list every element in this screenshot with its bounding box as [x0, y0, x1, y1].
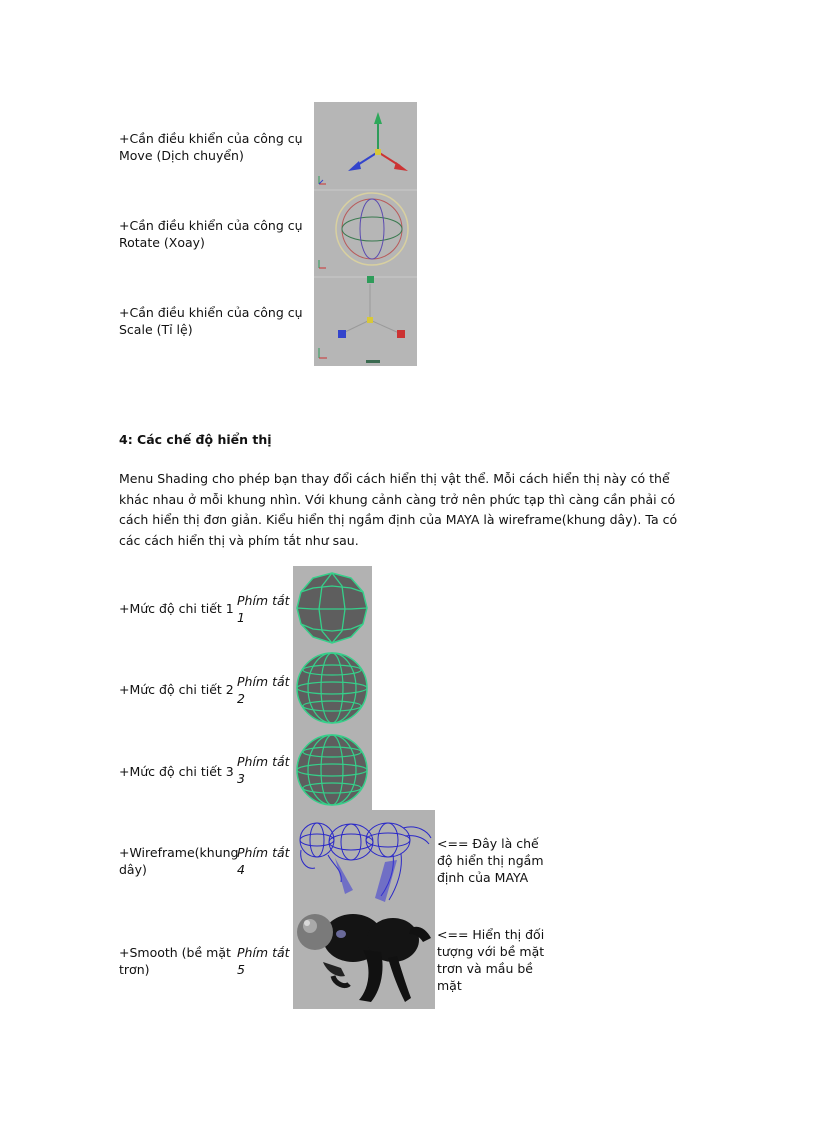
- mode-shortcut-5: Phím tắt 5: [237, 945, 290, 977]
- mode-note-5: <== Hiển thị đối tượng với bề mặt trơn và mầu bề mặt: [437, 927, 545, 993]
- mode-label-1: +Mức độ chi tiết 1: [119, 601, 234, 616]
- detail-3-image: [293, 729, 372, 810]
- mode-label-2: +Mức độ chi tiết 2: [119, 682, 234, 697]
- tool-label-scale: +Cần điều khiển của công cụ Scale (Tỉ lệ): [119, 305, 303, 337]
- smooth-image: [293, 910, 435, 1009]
- mode-label-3: +Mức độ chi tiết 3: [119, 764, 234, 779]
- mode-shortcut-1: Phím tắt 1: [237, 593, 290, 625]
- mode-label-4: +Wireframe(khung dây): [119, 845, 239, 877]
- mode-shortcut-2: Phím tắt 2: [237, 674, 290, 706]
- mode-shortcut-4: Phím tắt 4: [237, 845, 290, 877]
- tool-label-rotate: +Cần điều khiển của công cụ Rotate (Xoay): [119, 218, 303, 250]
- detail-2-image: [293, 648, 372, 729]
- wireframe-image: [293, 810, 435, 910]
- section-heading: 4: Các chế độ hiển thị: [119, 432, 272, 447]
- detail-1-image: [293, 566, 372, 648]
- section-paragraph: Menu Shading cho phép bạn thay đổi cách hiển thị vật thể. Mỗi cách hiển thị này có thể khác nhau ở mỗi khung nhìn. Với khung cảnh càng trở nên phức tạp thì càng cần phải có cách hiển thị đơn giản. Kiểu hiển thị ngầm định của MAYA là wireframe(khung dây). Ta có các cách hiển thị và phím tắt như sau.: [119, 471, 678, 548]
- mode-label-5: +Smooth (bề mặt trơn): [119, 945, 231, 977]
- mode-note-4: <== Đây là chế độ hiển thị ngầm định của MAYA: [437, 836, 544, 885]
- mode-shortcut-3: Phím tắt 3: [237, 754, 290, 786]
- tool-label-move: +Cần điều khiển của công cụ Move (Dịch chuyển): [119, 131, 303, 163]
- manipulators-image: [314, 102, 417, 366]
